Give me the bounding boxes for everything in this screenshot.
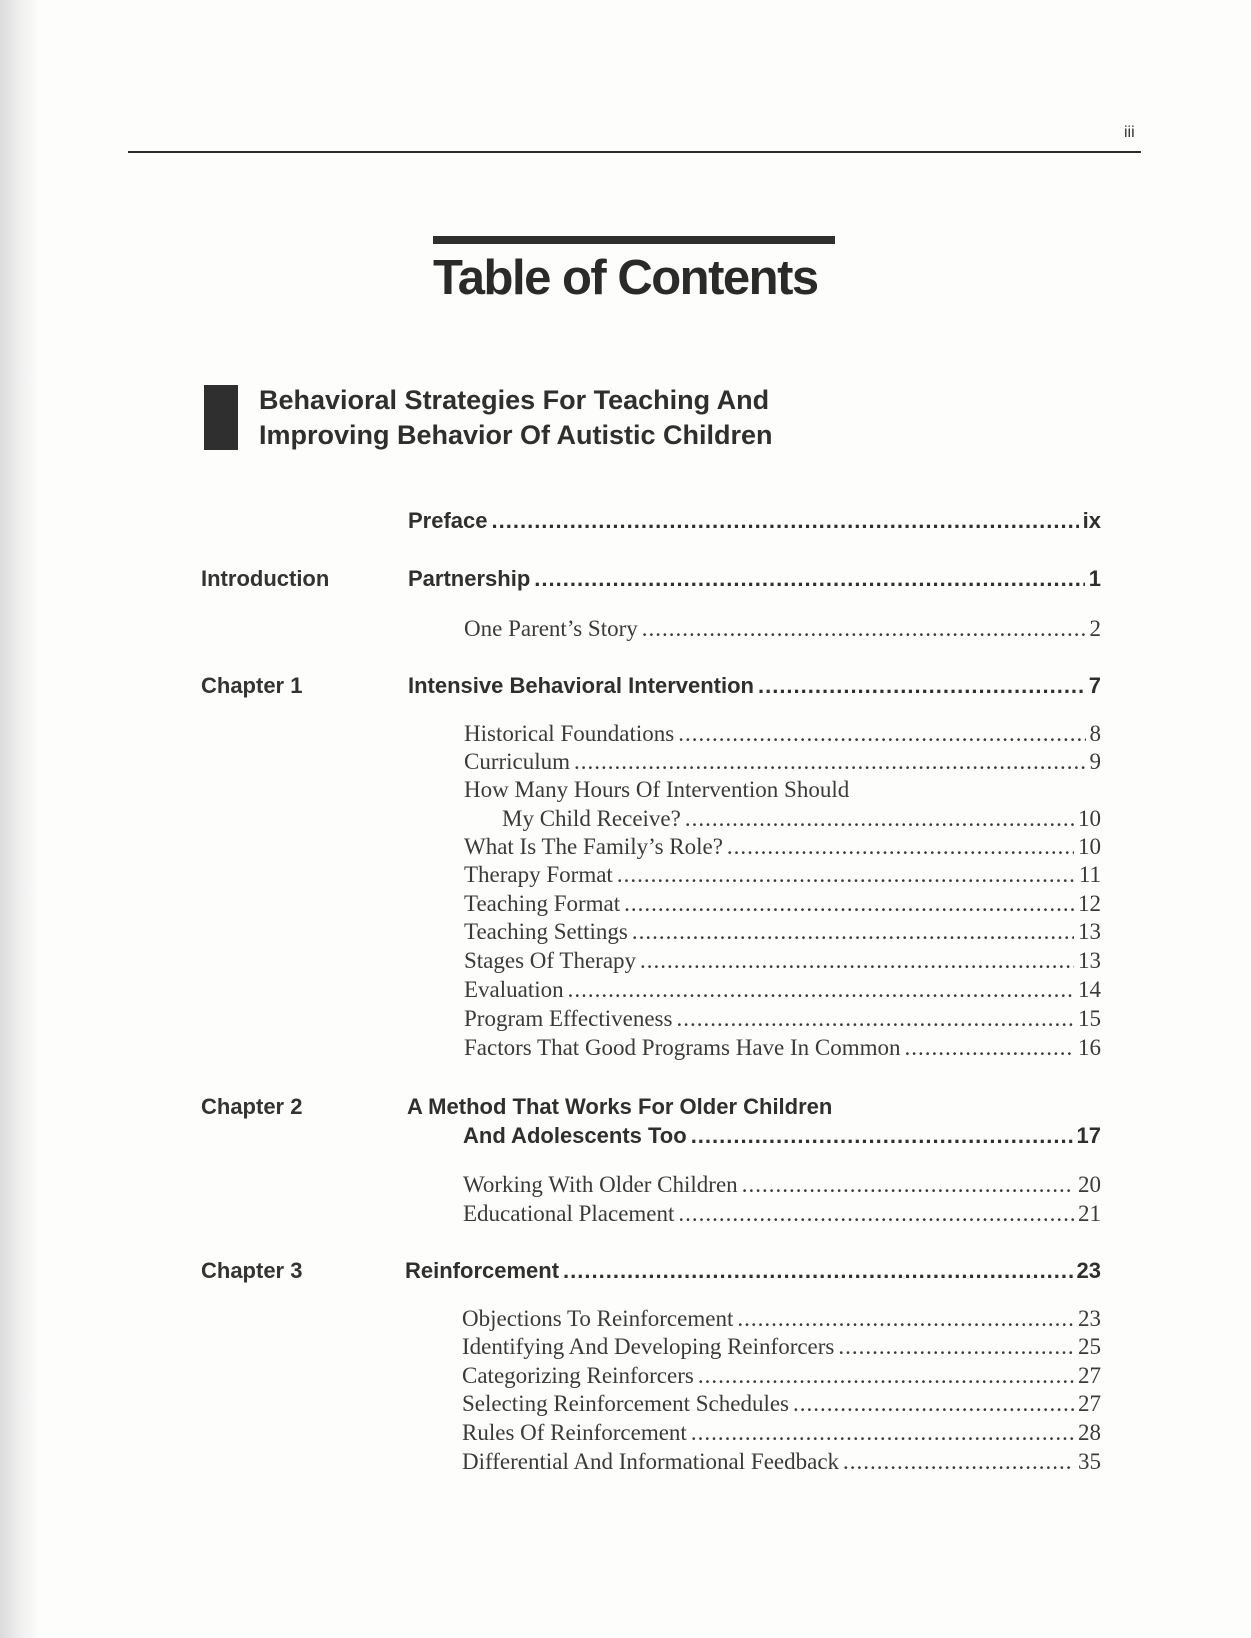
toc-subentry-page: 35 [1078, 1449, 1101, 1474]
toc-subentry[interactable] [464, 1035, 1101, 1061]
dot-leader [640, 948, 1074, 974]
toc-subentry-title: Rules Of Reinforcement [462, 1420, 687, 1445]
toc-subentry[interactable] [462, 1306, 1101, 1332]
dot-leader [678, 1201, 1074, 1227]
toc-subentry[interactable] [464, 721, 1101, 747]
label-introduction: Introduction [201, 566, 330, 591]
toc-subentry-page: 13 [1078, 948, 1101, 973]
toc-subentry[interactable] [464, 1006, 1101, 1032]
dot-leader [632, 919, 1074, 945]
toc-subentry-page: 10 [1078, 834, 1101, 859]
toc-subentry[interactable] [464, 862, 1101, 888]
dot-leader [574, 749, 1085, 775]
toc-subentry-page: 28 [1078, 1420, 1101, 1445]
toc-subentry-page: 2 [1089, 616, 1101, 641]
dot-leader [793, 1391, 1074, 1417]
dot-leader [568, 977, 1074, 1003]
toc-subentry[interactable] [463, 1172, 1101, 1198]
toc-subentry-title: My Child Receive? [502, 806, 681, 831]
dot-leader [624, 891, 1074, 917]
page-number: iii [1124, 124, 1135, 141]
dot-leader [492, 508, 1079, 534]
toc-subentry-title: Educational Placement [463, 1201, 675, 1226]
toc-entry-title: Partnership [408, 566, 531, 591]
toc-subentry-page: 14 [1078, 977, 1101, 1002]
toc-entry-page: 1 [1088, 566, 1101, 591]
toc-subentry-title: Curriculum [464, 749, 571, 774]
label-chapter-3: Chapter 3 [201, 1258, 303, 1283]
toc-subentry[interactable] [462, 1420, 1101, 1446]
binding-shadow [0, 0, 40, 1638]
toc-entry-page: 7 [1088, 673, 1101, 698]
section-title-line1: Behavioral Strategies For Teaching And [259, 385, 770, 415]
toc-subentry-page: 25 [1078, 1334, 1101, 1359]
dot-leader [843, 1449, 1074, 1475]
toc-entry-title-line1: A Method That Works For Older Children [407, 1094, 833, 1119]
toc-subentry[interactable] [464, 919, 1101, 945]
section-title [259, 383, 773, 453]
toc-subentry-page: 20 [1078, 1172, 1101, 1197]
dot-leader [758, 673, 1085, 699]
dot-leader [534, 566, 1084, 592]
toc-subentry-page: 23 [1078, 1306, 1101, 1331]
toc-subentry-title: Objections To Reinforcement [462, 1306, 734, 1331]
toc-subentry-title: Categorizing Reinforcers [462, 1363, 694, 1388]
toc-entry-chapter-1[interactable] [408, 673, 1101, 699]
toc-subentry-title-line1: How Many Hours Of Intervention Should [464, 777, 850, 802]
dot-leader [727, 834, 1074, 860]
toc-entry-preface[interactable] [408, 508, 1101, 534]
label-chapter-2: Chapter 2 [201, 1094, 303, 1119]
toc-subentry-page: 11 [1078, 862, 1101, 887]
toc-entry-chapter-3[interactable] [405, 1258, 1101, 1284]
toc-subentry-title: Working With Older Children [463, 1172, 738, 1197]
toc-subentry[interactable] [463, 1201, 1101, 1227]
toc-entry-partnership[interactable] [408, 566, 1101, 592]
label-chapter-1: Chapter 1 [201, 673, 303, 698]
toc-subentry[interactable] [464, 749, 1101, 775]
dot-leader [698, 1363, 1074, 1389]
dot-leader [691, 1123, 1073, 1149]
toc-entry-page: 23 [1076, 1258, 1101, 1283]
toc-subentry-title: Factors That Good Programs Have In Common [464, 1035, 901, 1060]
dot-leader [691, 1420, 1074, 1446]
toc-subentry-page: 27 [1078, 1363, 1101, 1388]
toc-subentry-title: Differential And Informational Feedback [462, 1449, 840, 1474]
toc-subentry[interactable] [502, 806, 1101, 832]
toc-subentry-title: Historical Foundations [464, 721, 675, 746]
toc-entry-page: 17 [1076, 1123, 1101, 1148]
dot-leader [676, 1006, 1074, 1032]
toc-subentry-page: 8 [1089, 721, 1101, 746]
toc-subentry[interactable] [462, 1334, 1101, 1360]
title-bar [433, 236, 835, 244]
toc-subentry[interactable] [462, 1449, 1101, 1475]
toc-subentry-page: 9 [1089, 749, 1101, 774]
toc-subentry[interactable] [464, 891, 1101, 917]
section-title-line2: Improving Behavior Of Autistic Children [259, 420, 773, 450]
toc-subentry-page: 10 [1078, 806, 1101, 831]
toc-entry-page: ix [1082, 508, 1101, 533]
toc-subentry-title: Stages Of Therapy [464, 948, 637, 973]
toc-subentry-title: Teaching Settings [464, 919, 628, 944]
toc-subentry-title: What Is The Family’s Role? [464, 834, 723, 859]
toc-subentry-title: Evaluation [464, 977, 564, 1002]
section-marker-block [204, 385, 238, 450]
toc-entry-title: Intensive Behavioral Intervention [408, 673, 754, 698]
toc-subentry-page: 16 [1078, 1035, 1101, 1060]
toc-entry-title: And Adolescents Too [463, 1123, 687, 1148]
toc-subentry[interactable] [464, 834, 1101, 860]
toc-subentry-page: 12 [1078, 891, 1101, 916]
toc-subentry[interactable] [464, 616, 1101, 642]
toc-subentry-title: Teaching Format [464, 891, 621, 916]
toc-subentry[interactable] [462, 1363, 1101, 1389]
toc-subentry-title: Identifying And Developing Reinforcers [462, 1334, 835, 1359]
dot-leader [742, 1172, 1074, 1198]
toc-entry-title: Reinforcement [405, 1258, 560, 1283]
toc-entry-title: Preface [408, 508, 488, 533]
toc-entry-chapter-2[interactable] [463, 1123, 1101, 1149]
toc-subentry-title: Therapy Format [464, 862, 613, 887]
toc-subentry-page: 15 [1078, 1006, 1101, 1031]
toc-subentry[interactable] [464, 948, 1101, 974]
toc-subentry[interactable] [464, 977, 1101, 1003]
toc-subentry-title: Selecting Reinforcement Schedules [462, 1391, 790, 1416]
toc-subentry-title: Program Effectiveness [464, 1006, 673, 1031]
toc-subentry-page: 21 [1078, 1201, 1101, 1226]
dot-leader [563, 1258, 1072, 1284]
dot-leader [642, 616, 1086, 642]
page-title: Table of Contents [433, 251, 818, 305]
dot-leader [905, 1035, 1074, 1061]
toc-subentry-title: One Parent’s Story [464, 616, 638, 641]
dot-leader [678, 721, 1085, 747]
toc-subentry-page: 13 [1078, 919, 1101, 944]
header-rule [128, 151, 1141, 153]
dot-leader [838, 1334, 1074, 1360]
dot-leader [737, 1306, 1074, 1332]
dot-leader [685, 806, 1074, 832]
toc-subentry-page: 27 [1078, 1391, 1101, 1416]
dot-leader [617, 862, 1075, 888]
toc-subentry[interactable] [462, 1391, 1101, 1417]
